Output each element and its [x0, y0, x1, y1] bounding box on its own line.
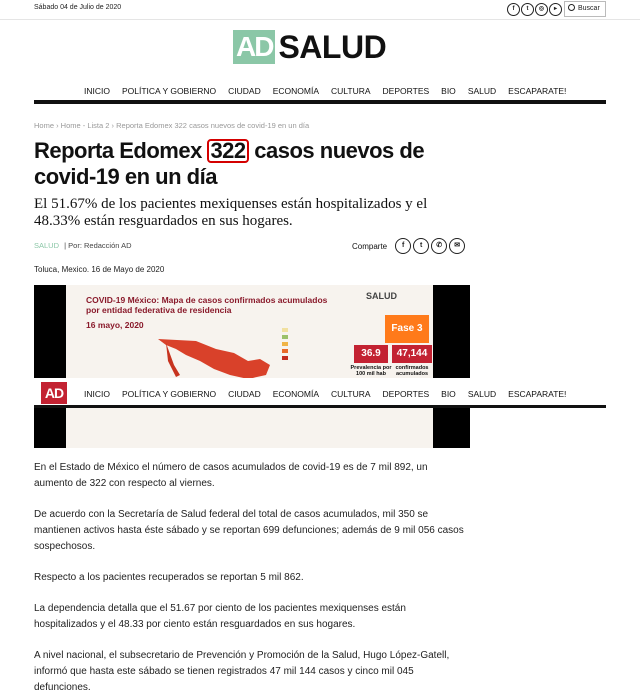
- nav-item-salud[interactable]: SALUD: [467, 86, 497, 96]
- paragraph: De acuerdo con la Secretaría de Salud federal del total de casos acumulados, mil 350 se mantienen activos hasta éste sábado y se reportan 699 defunciones; además de 9 mil 056 casos sospechosos.: [34, 509, 464, 552]
- logo-ad: AD: [233, 30, 275, 64]
- confirmed-value: 47,144: [392, 345, 432, 363]
- nav-item-economia[interactable]: ECONOMÍA: [272, 86, 320, 96]
- nav-item-escaparate[interactable]: ESCAPARATE!: [508, 86, 567, 96]
- breadcrumb[interactable]: Home › Home - Lista 2 › Reporta Edomex 322 casos nuevos de covid-19 en un día: [34, 121, 310, 130]
- prevalence-value: 36.9: [354, 345, 388, 363]
- article-subheadline: El 51.67% de los pacientes mexiquenses están hospitalizados y el 48.33% están resguardados en sus hogares.: [34, 196, 428, 229]
- sticky-nav-item-cultura[interactable]: CULTURA: [331, 389, 371, 399]
- sticky-nav-item-salud[interactable]: SALUD: [467, 389, 497, 399]
- slide-date: 16 mayo, 2020: [86, 320, 144, 330]
- nav-item-politica[interactable]: POLÍTICA Y GOBIERNO: [121, 86, 217, 96]
- category-link[interactable]: SALUD: [34, 241, 60, 250]
- share-facebook-icon[interactable]: f: [395, 238, 411, 254]
- facebook-icon[interactable]: f: [507, 3, 520, 16]
- search-icon: [568, 4, 575, 11]
- search-label: Buscar: [578, 5, 600, 12]
- share-label: Comparte: [352, 241, 388, 251]
- headline-highlight-number: 322: [207, 139, 248, 163]
- headline-prefix: Reporta Edomex: [34, 138, 208, 163]
- sticky-nav-item-economia[interactable]: ECONOMÍA: [272, 389, 320, 399]
- article-image: [34, 285, 470, 448]
- paragraph: La dependencia detalla que el 51.67 por ciento de los pacientes mexiquenses están hospitalizados y el 48.33 por ciento están resguardados en sus hogares.: [34, 603, 406, 630]
- confirmed-label: confirmados acumulados: [395, 365, 429, 377]
- twitter-icon[interactable]: t: [521, 3, 534, 16]
- phase-badge: Fase 3: [385, 315, 429, 343]
- covid-map-slide: [66, 285, 433, 448]
- nav-item-ciudad[interactable]: CIUDAD: [228, 86, 261, 96]
- youtube-icon[interactable]: ▸: [549, 3, 562, 16]
- sticky-logo[interactable]: AD: [41, 382, 67, 404]
- social-links: [507, 3, 562, 16]
- nav-item-inicio[interactable]: INICIO: [84, 86, 110, 96]
- current-date: Sábado 04 de Julio de 2020: [34, 4, 122, 11]
- dateline: Toluca, Mexico. 16 de Mayo de 2020: [34, 265, 165, 274]
- map-legend: [282, 327, 291, 362]
- paragraph: En el Estado de México el número de casos acumulados de covid-19 es de 7 mil 892, un aumento de 322 con respecto al viernes.: [34, 462, 428, 489]
- logo-salud: SALUD: [278, 28, 387, 65]
- top-bar: [0, 0, 640, 20]
- share-bar: [352, 238, 465, 254]
- share-email-icon[interactable]: ✉: [449, 238, 465, 254]
- main-nav: [34, 78, 606, 104]
- nav-item-bio[interactable]: BIO: [441, 86, 456, 96]
- paragraph: A nivel nacional, el subsecretario de Prevención y Promoción de la Salud, Hugo López-Gatell, informó que hasta este sábado se tienen registrados 47 mil 144 casos y cinco mil 045 defunciones.: [34, 650, 450, 693]
- sticky-nav-item-inicio[interactable]: INICIO: [84, 389, 110, 399]
- sticky-nav-item-escaparate[interactable]: ESCAPARATE!: [508, 389, 567, 399]
- sticky-nav-item-deportes[interactable]: DEPORTES: [382, 389, 430, 399]
- sticky-nav-item-ciudad[interactable]: CIUDAD: [228, 389, 261, 399]
- article-body: [34, 460, 464, 700]
- instagram-icon[interactable]: ◎: [535, 3, 548, 16]
- share-whatsapp-icon[interactable]: ✆: [431, 238, 447, 254]
- slide-logo: SALUD: [366, 291, 397, 301]
- sticky-nav-item-politica[interactable]: POLÍTICA Y GOBIERNO: [121, 389, 217, 399]
- sticky-nav: [34, 378, 606, 408]
- nav-item-cultura[interactable]: CULTURA: [331, 86, 371, 96]
- search-button[interactable]: [564, 1, 606, 17]
- site-logo[interactable]: [233, 30, 386, 64]
- headline-suffix: casos nuevos de covid-19 en un día: [34, 138, 425, 189]
- slide-title: COVID-19 México: Mapa de casos confirmados acumulados por entidad federativa de residencia: [86, 295, 328, 315]
- sticky-nav-item-bio[interactable]: BIO: [441, 389, 456, 399]
- author: | Por: Redacción AD: [64, 241, 132, 250]
- prevalence-label: Prevalencia por 100 mil hab: [350, 365, 392, 377]
- paragraph: Respecto a los pacientes recuperados se reportan 5 mil 862.: [34, 572, 304, 583]
- article-meta: [34, 241, 132, 250]
- share-twitter-icon[interactable]: t: [413, 238, 429, 254]
- article-headline: [34, 138, 464, 190]
- nav-item-deportes[interactable]: DEPORTES: [382, 86, 430, 96]
